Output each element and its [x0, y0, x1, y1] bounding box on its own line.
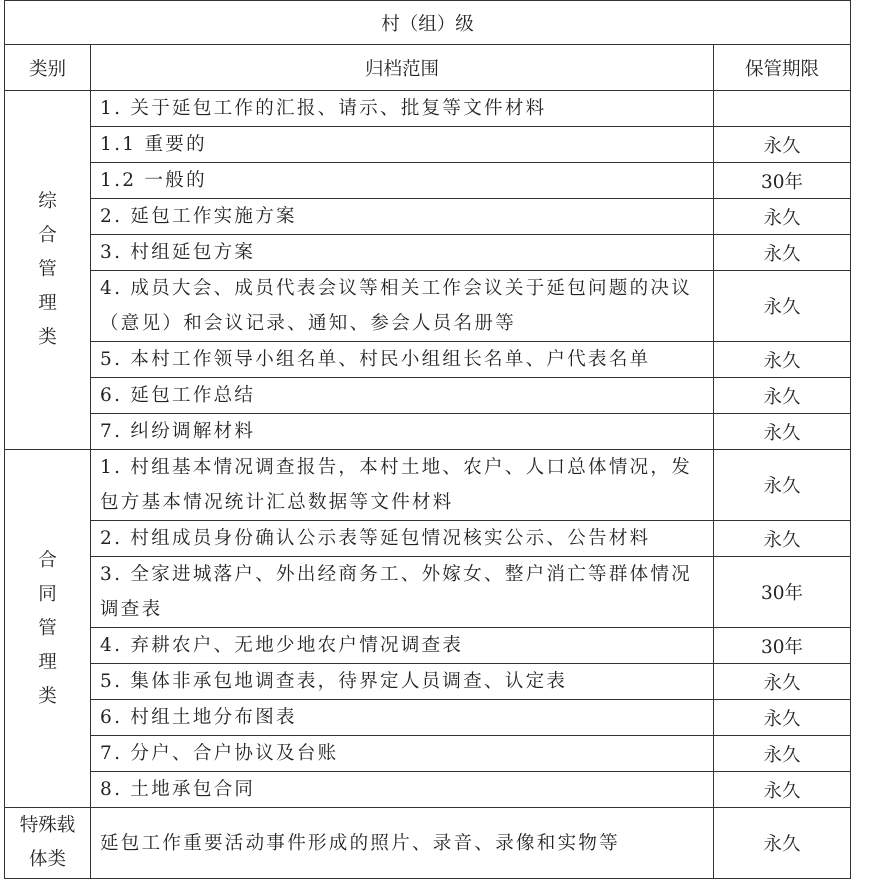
scope-cell: 1. 关于延包工作的汇报、请示、批复等文件材料: [91, 91, 714, 127]
scope-cell: 5. 本村工作领导小组名单、村民小组组长名单、户代表名单: [91, 342, 714, 378]
scope-cell: 3. 村组延包方案: [91, 235, 714, 271]
table-row: [5, 700, 851, 736]
period-cell: 永久: [714, 235, 851, 271]
scope-cell: 1. 村组基本情况调查报告，本村土地、农户、人口总体情况，发包方基本情况统计汇总数据等文件材料: [91, 450, 714, 521]
period-cell: 永久: [714, 127, 851, 163]
table-row: [5, 235, 851, 271]
table-title: 村（组）级: [5, 1, 851, 45]
scope-cell: 1.1 重要的: [91, 127, 714, 163]
scope-cell: 4. 成员大会、成员代表会议等相关工作会议关于延包问题的决议（意见）和会议记录、通知、参会人员名册等: [91, 271, 714, 342]
table-row: [5, 808, 851, 879]
period-cell: 永久: [714, 736, 851, 772]
table-row: [5, 772, 851, 808]
scope-cell: 延包工作重要活动事件形成的照片、录音、录像和实物等: [91, 808, 714, 879]
table-row: [5, 736, 851, 772]
scope-cell: 8. 土地承包合同: [91, 772, 714, 808]
table-row: [5, 342, 851, 378]
scope-cell: 2. 延包工作实施方案: [91, 199, 714, 235]
scope-cell: 1.2 一般的: [91, 163, 714, 199]
table-row: [5, 450, 851, 521]
table-row: [5, 557, 851, 628]
table-row: [5, 199, 851, 235]
category-cell: [5, 91, 91, 450]
period-cell: 永久: [714, 700, 851, 736]
scope-cell: 2. 村组成员身份确认公示表等延包情况核实公示、公告材料: [91, 521, 714, 557]
header-category: 类别: [5, 45, 91, 91]
period-cell: [714, 91, 851, 127]
period-cell: 永久: [714, 199, 851, 235]
period-cell: 30年: [714, 628, 851, 664]
category-label: 合同管理类: [38, 549, 57, 707]
scope-cell: 5. 集体非承包地调查表，待界定人员调查、认定表: [91, 664, 714, 700]
table-row: [5, 163, 851, 199]
scope-cell: 3. 全家进城落户、外出经商务工、外嫁女、整户消亡等群体情况调查表: [91, 557, 714, 628]
period-cell: 永久: [714, 450, 851, 521]
period-cell: 永久: [714, 521, 851, 557]
table-row: [5, 378, 851, 414]
period-cell: 永久: [714, 664, 851, 700]
category-label: 特殊载体类: [19, 815, 76, 870]
period-cell: 永久: [714, 414, 851, 450]
header-scope: 归档范围: [91, 45, 714, 91]
category-cell: [5, 808, 91, 879]
header-period: 保管期限: [714, 45, 851, 91]
period-cell: 30年: [714, 163, 851, 199]
period-cell: 永久: [714, 772, 851, 808]
period-cell: 永久: [714, 271, 851, 342]
category-label: 综合管理类: [38, 191, 57, 348]
period-cell: 永久: [714, 808, 851, 879]
scope-cell: 7. 分户、合户协议及台账: [91, 736, 714, 772]
table-row: [5, 271, 851, 342]
table-row: [5, 664, 851, 700]
category-cell: [5, 450, 91, 808]
table-row: [5, 91, 851, 127]
table-row: [5, 521, 851, 557]
period-cell: 30年: [714, 557, 851, 628]
scope-cell: 6. 延包工作总结: [91, 378, 714, 414]
scope-cell: 7. 纠纷调解材料: [91, 414, 714, 450]
table-row: [5, 127, 851, 163]
period-cell: 永久: [714, 378, 851, 414]
table-row: [5, 414, 851, 450]
scope-cell: 4. 弃耕农户、无地少地农户情况调查表: [91, 628, 714, 664]
scope-cell: 6. 村组土地分布图表: [91, 700, 714, 736]
table-row: [5, 628, 851, 664]
archive-table: [4, 0, 851, 879]
period-cell: 永久: [714, 342, 851, 378]
